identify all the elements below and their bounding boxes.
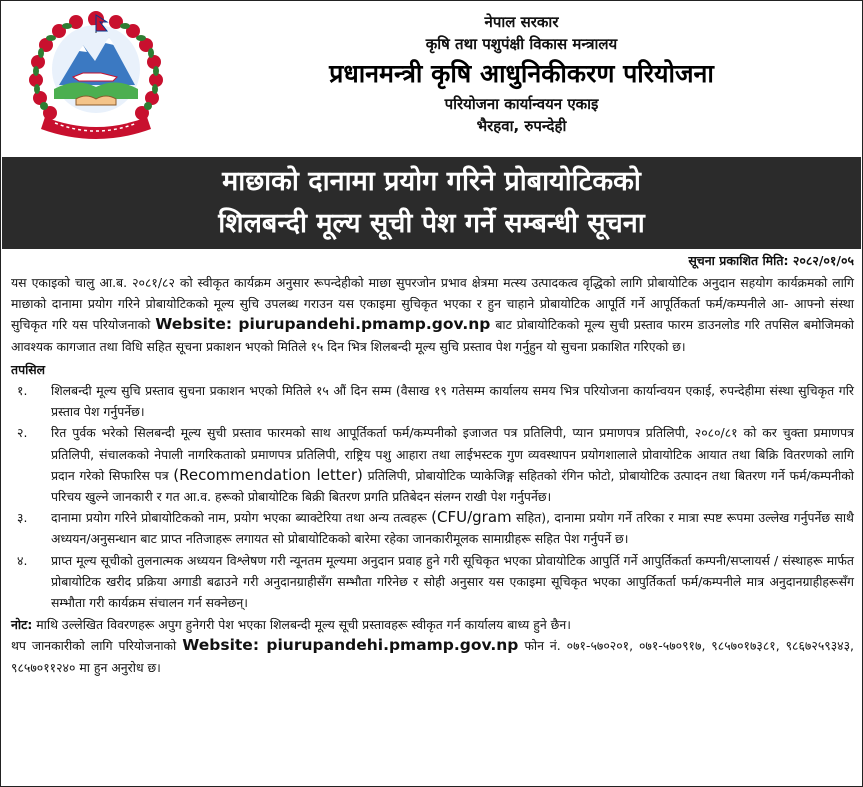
item-text	[51, 507, 854, 549]
list-item	[11, 422, 854, 507]
item-text: शिलबन्दी मूल्य सुचि प्रस्ताव सुचना प्रकाशन भएको मितिले १५ औं दिन सम्म (वैसाख १९ गतेसम्म कार्यालय समय भित्र परियोजना कार्यान्वयन एकाई, रुपन्देहीमा संस्था सुचिकृत गरि प्रस्ताव पेश गर्नुपर्नेछ।	[51, 383, 854, 420]
unit-name: परियोजना कार्यान्वयन एकाइ	[444, 95, 599, 113]
list-item	[11, 550, 854, 614]
section-label: तपसिल	[11, 361, 46, 377]
list-item	[11, 380, 854, 422]
published-date: सूचना प्रकाशित मिति: २०८२/०१/०५	[688, 253, 854, 268]
notice-body	[1, 270, 862, 678]
intro-paragraph	[11, 272, 854, 357]
item-number: ३.	[17, 510, 28, 526]
nepal-government-emblem-icon	[21, 7, 171, 147]
contact-text-2: फोन नं. ०७१-५७०२०१, ०७१-५७०९१७, ९८५७०१७३८१, ९८६७२५९३४३, ९८५७०११२४० मा हुन अनुरोध छ।	[11, 638, 854, 675]
office-location: भैरहवा, रुपन्देही	[476, 117, 567, 135]
letterhead-text	[191, 11, 852, 137]
item-number: ४.	[17, 552, 28, 568]
item-text	[51, 422, 854, 507]
item-number: २.	[17, 425, 28, 441]
notice-title-banner	[2, 157, 861, 249]
item-text-b: प्रतिलिपी, प्रोबायोटिक प्याकेजिङ्ग सहितको रंगिन फोटो, प्रोबायोटिक उत्पादन तथा बितरण गर्ने फर्म/कम्पनीको परिचय खुल्ने जानकारी र गत आ.व. हरूको प्रोबायोटिक बिक्री बितरण प्रगति प्रतिबेदन संलग्न राखी पेश गर्नुपर्नेछ।	[51, 467, 854, 505]
website-link[interactable]: Website: piurupandehi.pmamp.gov.np	[155, 315, 491, 334]
notice-title-line-2: शिलबन्दी मूल्य सूची पेश गर्ने सम्बन्धी सूचना	[218, 208, 645, 239]
item-text-a: दानामा प्रयोग गरिने प्रोबायोटिकको नाम, प्रयोग भएका ब्याक्टेरिया तथा अन्य तत्वहरू	[51, 510, 427, 526]
notice-title-line-1: माछाको दानामा प्रयोग गरिने प्रोबायोटिकको	[222, 166, 641, 197]
item-number: १.	[17, 383, 28, 399]
item-text-a: रित पुर्वक भरेको सिलबन्दी मूल्य सुची प्रस्ताव फारमको साथ आपूर्तिकर्ता फर्म/कम्पनीको इजाजत पत्र प्रतिलिपी, प्यान प्रमाणपत्र प्रतिलिपी, २०८०/८१ को कर चुक्ता प्रमाणपत्र प्रतिलिपी, संचालकको नेपाली नागरिकताको प्रमाणपत्र प्रतिलिपी, राष्ट्रिय पशु आहारा तथा लाईभस्टक गुण व्यवस्थापन प्रयोगशालाले प्रोवायोटिक आयात तथा बिक्रि वितरणको लागि प्रदान गरेको सिफारिस पत्र	[51, 425, 854, 483]
intro-text-2: बाट प्रोबायोटिकको मूल्य सुची प्रस्ताव फारम डाउनलोड गरि तपसिल बमोजिमको आवश्यक कागजात तथा विधि सहित सूचना प्रकाशन भएको मितिले १५ दिन भित्र शिलबन्दी मूल्य सुचि प्रस्ताव पेश गर्नुहुन यो सुचना प्रकाशित गरिएको छ।	[11, 317, 854, 354]
contact-website-link[interactable]: Website: piurupandehi.pmamp.gov.np	[182, 636, 519, 655]
contact-paragraph	[11, 635, 854, 677]
note-label: नोट:	[11, 617, 33, 633]
ministry-name: कृषि तथा पशुपंक्षी विकास मन्त्रालय	[425, 35, 618, 53]
list-item	[11, 507, 854, 549]
item-text: प्राप्त मूल्य सूचीको तुलनात्मक अध्ययन विश्लेषण गरी न्यूनतम मूल्यमा अनुदान प्रवाह हुने गरी सूचिकृत भएका प्रोवायोटिक आपुर्ति गर्ने आपुर्तिकर्ता कम्पनी/सप्लायर्स / संस्थाहरू मार्फत प्रोबायोटिक खरीद प्रक्रिया अगाडी बढाउने गरी अनुदानग्राहीसँग सम्भौता गरिनेछ र सोही अनुसार यस एकाइमा सूचिकृत भएका आपुर्तिकर्ता फर्म/कम्पनीले मात्र अनुदानग्राहीहरूसँग सम्भौता गरी कार्यक्रम संचालन गर्न सक्नेछन्।	[51, 552, 854, 611]
government-name: नेपाल सरकार	[484, 13, 559, 31]
contact-text-1: थप जानकारीको लागि परियोजनाको	[11, 638, 177, 654]
project-name: प्रधानमन्त्री कृषि आधुनिकीकरण परियोजना	[329, 59, 714, 88]
item-text-b: सहित), दानामा प्रयोग गर्ने तरिका र मात्रा स्पष्ट रूपमा उल्लेख गर्नुपर्नेछ साथै अध्ययन/अनुसन्धान बाट प्राप्त नतिजाहरू लगायत सो प्रोबायोटिकको बारेमा रहेका जानकारीमूलक सामाग्रीहरू सहित पेश गर्नुपर्ने छ।	[51, 510, 854, 547]
letterhead	[1, 1, 862, 157]
intro-text-1: यस एकाइको चालु आ.ब. २०८१/८२ को स्वीकृत कार्यक्रम अनुसार रूपन्देहीको माछा सुपरजोन प्रभाव क्षेत्रमा मत्स्य उत्पादकत्व वृद्धिको लागि प्रोबायोटिक अनुदान सहयोग कार्यक्रमको लागि माछाको दानामा प्रयोग गरिने प्रोबायोटिकको मूल्य सुचि उपलब्ध गराउन यस एकाइमा सुचिकृत भएका र हुन चाहाने प्रोबायोटिक आपूर्ति गर्ने आपूर्तिकर्ता फर्म/कम्पनीले आ- आफ्नो संस्था सुचिकृत गरि यस परियोजनाको	[11, 275, 854, 333]
item-text-en: (Recommendation letter)	[173, 465, 363, 484]
item-text-en: (CFU/gram	[431, 508, 512, 527]
note-text: माथि उल्लेखित विवरणहरू अपुग हुनेगरी पेश भएका शिलबन्दी मूल्य सूची प्रस्तावहरू स्वीकृत गर्न कार्यालय बाध्य हुने छैन।	[36, 617, 571, 633]
note-paragraph	[11, 614, 854, 635]
